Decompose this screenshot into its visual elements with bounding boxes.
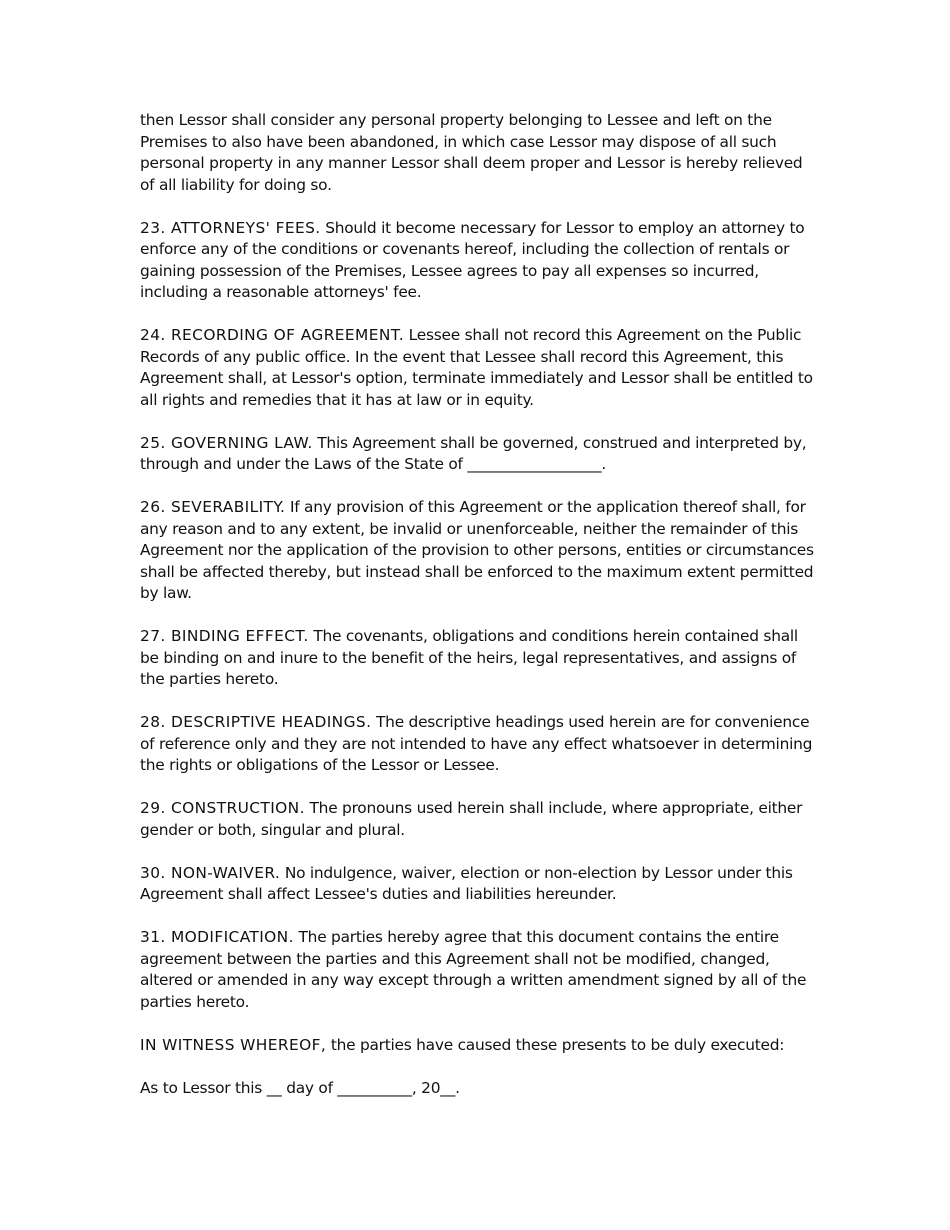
section-text: The descriptive headings used herein are for convenience of reference only and they are not intended to have any effect whatsoever in determining the rights or obligations of the Lessor or Lessee.	[140, 713, 813, 774]
section-heading: 31. MODIFICATION.	[140, 928, 294, 946]
section-text: The pronouns used herein shall include, where appropriate, either gender or both, singular and plural.	[140, 799, 803, 839]
section-text: Lessee shall not record this Agreement on the Public Records of any public office. In the event that Lessee shall record this Agreement, this Agreement shall, at Lessor's option, terminate immediately and Lessor shall be entitled to all rights and remedies that it has at law or in equity.	[140, 326, 813, 409]
signature-date-text: As to Lessor this __ day of __________, 20__.	[140, 1078, 460, 1097]
section-construction	[140, 798, 820, 841]
witness-text: the parties have caused these presents to be duly executed:	[326, 1035, 785, 1054]
lessor-signature-date-line	[140, 1078, 820, 1100]
section-heading: 23. ATTORNEYS' FEES.	[140, 218, 321, 237]
paragraph-abandoned-property	[140, 110, 820, 196]
section-recording-of-agreement	[140, 325, 820, 411]
section-attorneys-fees	[140, 218, 820, 304]
section-modification	[140, 927, 820, 1013]
section-governing-law	[140, 433, 820, 476]
section-heading: 30. NON-WAIVER.	[140, 863, 281, 882]
section-non-waiver	[140, 863, 820, 906]
section-text: The parties hereby agree that this document contains the entire agreement between the parties and this Agreement shall not be modified, changed, altered or amended in any way except through a written amendment signed by all of the parties hereto.	[140, 928, 807, 1011]
section-binding-effect	[140, 626, 820, 691]
paragraph-text: then Lessor shall consider any personal property belonging to Lessee and left on the Premises to also have been abandoned, in which case Lessor may dispose of all such personal property in any manner Lessor shall deem proper and Lessor is hereby relieved of all liability for doing so.	[140, 111, 803, 194]
section-heading: 25. GOVERNING LAW.	[140, 433, 313, 452]
section-severability	[140, 497, 820, 605]
witness-clause	[140, 1035, 820, 1057]
section-heading: 26. SEVERABILITY.	[140, 498, 286, 516]
section-text: Should it become necessary for Lessor to employ an attorney to enforce any of the conditions or covenants hereof, including the collection of rentals or gaining possession of the Premises, Lessee agrees to pay all expenses so incurred, including a reasonable attorneys' fee.	[140, 218, 805, 301]
section-text: This Agreement shall be governed, construed and interpreted by, through and under the Laws of the State of __________________.	[140, 433, 807, 473]
section-heading: 27. BINDING EFFECT.	[140, 627, 309, 645]
section-text: The covenants, obligations and conditions herein contained shall be binding on and inure to the benefit of the heirs, legal representatives, and assigns of the parties hereto.	[140, 627, 798, 688]
section-descriptive-headings	[140, 712, 820, 777]
section-heading: 29. CONSTRUCTION.	[140, 799, 305, 817]
document-body	[140, 110, 820, 1121]
section-heading: 24. RECORDING OF AGREEMENT.	[140, 326, 405, 344]
section-heading: 28. DESCRIPTIVE HEADINGS.	[140, 713, 372, 731]
section-text: If any provision of this Agreement or the application thereof shall, for any reason and to any extent, be invalid or unenforceable, neither the remainder of this Agreement nor the application of the provision to other persons, entities or circumstances shall be affected thereby, but instead shall be enforced to the maximum extent permitted by law.	[140, 498, 814, 602]
section-text: No indulgence, waiver, election or non-election by Lessor under this Agreement shall affect Lessee's duties and liabilities hereunder.	[140, 863, 793, 903]
witness-heading: IN WITNESS WHEREOF,	[140, 1035, 327, 1054]
